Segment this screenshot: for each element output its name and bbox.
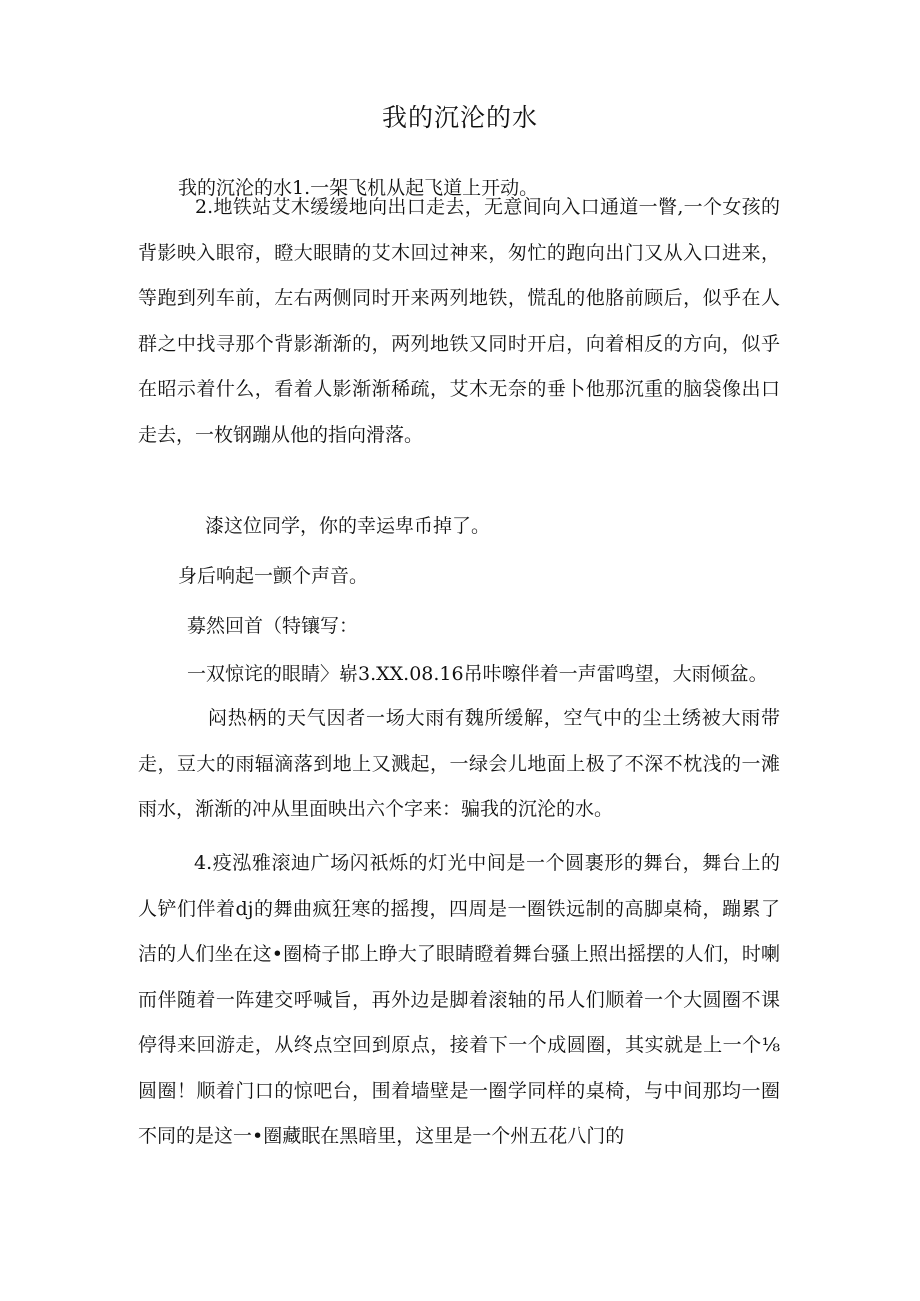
paragraph-2: 2.地铁站艾木缓缓地向出口走去，无意间向入口通道一瞥,一个女孩的背影映入眼帘，瞪大眼睛的艾木回过神来，匆忙的跑向出门又从入口进来，等跑到列车前，左右两侧同时开来两列地铁，慌乱的他胳前顾后，似乎在人群之中找寻那个背影渐渐的，两列地铁又同时开启，向着相反的方向，似乎在昭示着什么，看着人影渐渐稀疏，艾木无奈的垂卜他那沉重的脑袋像出口走去，一枚钢蹦从他的指向滑落。 — [138, 196, 780, 446]
page-title: 我的沉沦的水 — [381, 103, 538, 132]
paragraph-6: 一双惊诧的眼睛〉崭3.XX.08.16吊咔嚓伴着一声雷鸣望，大雨倾盆。 — [187, 663, 768, 685]
paragraph-8: 4.疫泓雅滚迪广场闪祇烁的灯光中间是一个圆裹形的舞台，舞台上的人铲们伴着dj的舞曲疯狂寒的摇搜，四周是一圈铁远制的高脚桌椅，蹦累了洁的人们坐在这•圈椅子邯上睁大了眼睛瞪着舞台骚上照出摇摆的人们，时喇而伴随着一阵建交呼喊旨，再外边是脚着滚轴的吊人们顺着一个大圆圈不课停得来回游走，从终点空回到原点，接着下一个成圆圈，其实就是上一个⅛圆圈！顺着门口的惊吧台，围着墙壁是一圈学同样的桌椅，与中间那均一圈不同的是这一•圈藏眠在黑暗里，这里是一个州五花八门的 — [138, 852, 780, 1147]
paragraph-4: 身后响起一颤个声音。 — [178, 565, 369, 587]
paragraph-7: 闷热柄的天气因者一场大雨有魏所缓解，空气中的尘土绣被大雨带走，豆大的雨辐滴落到地上又溅起，一绿会儿地面上极了不深不枕浅的一滩雨水，渐渐的冲从里面映出六个字来：骗我的沉沦的水。 — [138, 707, 780, 820]
paragraph-3: 漆这位同学，你的幸运卑币掉了。 — [205, 515, 491, 537]
paragraph-1: 我的沉沦的水1.一架飞机从起飞道上开动。 — [178, 177, 539, 199]
paragraph-5: 募然回首（特镶写： — [187, 615, 359, 637]
